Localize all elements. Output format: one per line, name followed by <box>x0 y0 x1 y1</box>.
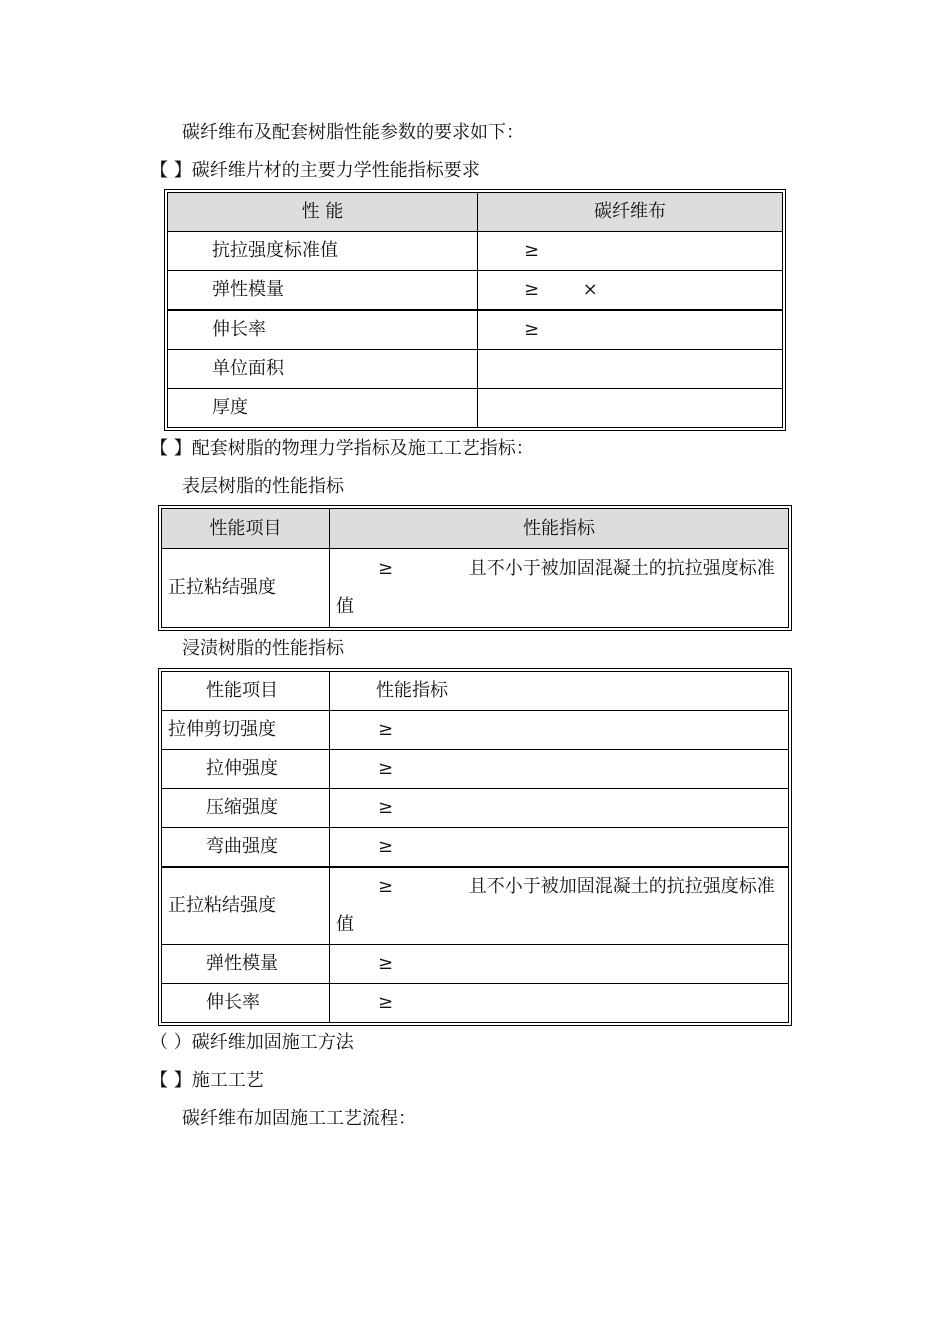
table-row <box>168 389 783 428</box>
table-row <box>168 232 783 271</box>
table-header-cell: 性能指标 <box>330 509 789 549</box>
property-name: 拉伸强度 <box>162 750 330 789</box>
table-header-cell: 性 能 <box>168 193 478 232</box>
intro-text: 碳纤维布及配套树脂性能参数的要求如下： <box>182 122 524 143</box>
table-row <box>168 350 783 389</box>
table-row <box>162 984 789 1023</box>
property-value <box>478 389 783 428</box>
property-value: ≥ 且不小于被加固混凝土的抗拉强度标准值 <box>330 867 789 945</box>
property-value: ≥ <box>330 711 789 750</box>
table-header-cell: 性能项目 <box>162 509 330 549</box>
property-name: 弹性模量 <box>168 271 478 311</box>
table-row <box>162 867 789 945</box>
table-header-row <box>162 509 789 549</box>
property-value: ≥ <box>330 984 789 1023</box>
section3-heading: （ ）碳纤维加固施工方法 <box>150 1032 354 1053</box>
property-name: 厚度 <box>168 389 478 428</box>
table-row <box>162 789 789 828</box>
table-header-row <box>168 193 783 232</box>
property-name: 抗拉强度标准值 <box>168 232 478 271</box>
property-value: ≥ <box>478 310 783 350</box>
process-heading: 碳纤维布加固施工工艺流程： <box>182 1108 416 1129</box>
property-name: 伸长率 <box>168 310 478 350</box>
property-value: ≥ <box>330 828 789 868</box>
property-name: 正拉粘结强度 <box>162 867 330 945</box>
property-name: 压缩强度 <box>162 789 330 828</box>
property-value: ≥ <box>330 750 789 789</box>
table-row <box>162 711 789 750</box>
property-value: ≥ <box>478 232 783 271</box>
surface-resin-table <box>158 505 792 631</box>
property-name: 弹性模量 <box>162 945 330 984</box>
property-name: 单位面积 <box>168 350 478 389</box>
table-row <box>162 945 789 984</box>
table-header-cell: 性能项目 <box>162 672 330 711</box>
table-row <box>168 310 783 350</box>
table-header-cell: 碳纤维布 <box>478 193 783 232</box>
property-value: ≥ <box>330 789 789 828</box>
surface-resin-heading: 表层树脂的性能指标 <box>182 476 344 497</box>
property-value <box>478 350 783 389</box>
table-row <box>162 828 789 868</box>
property-value: ≥ × <box>478 271 783 311</box>
table-header-row <box>162 672 789 711</box>
property-name: 拉伸剪切强度 <box>162 711 330 750</box>
carbon-fiber-properties-table <box>164 189 786 431</box>
property-value: ≥ 且不小于被加固混凝土的抗拉强度标准值 <box>330 549 789 628</box>
property-name: 正拉粘结强度 <box>162 549 330 628</box>
section4-heading: 【 】施工工艺 <box>150 1070 264 1091</box>
impregnating-resin-table <box>158 668 792 1026</box>
table-header-cell: 性能指标 <box>330 672 789 711</box>
table-row <box>162 750 789 789</box>
property-value: ≥ <box>330 945 789 984</box>
property-name: 伸长率 <box>162 984 330 1023</box>
table-row <box>168 271 783 311</box>
section1-heading: 【 】碳纤维片材的主要力学性能指标要求 <box>150 160 480 181</box>
table-row <box>162 549 789 628</box>
property-name: 弯曲强度 <box>162 828 330 868</box>
section2-heading: 【 】配套树脂的物理力学指标及施工工艺指标： <box>150 438 534 459</box>
impregnating-resin-heading: 浸渍树脂的性能指标 <box>182 638 344 659</box>
